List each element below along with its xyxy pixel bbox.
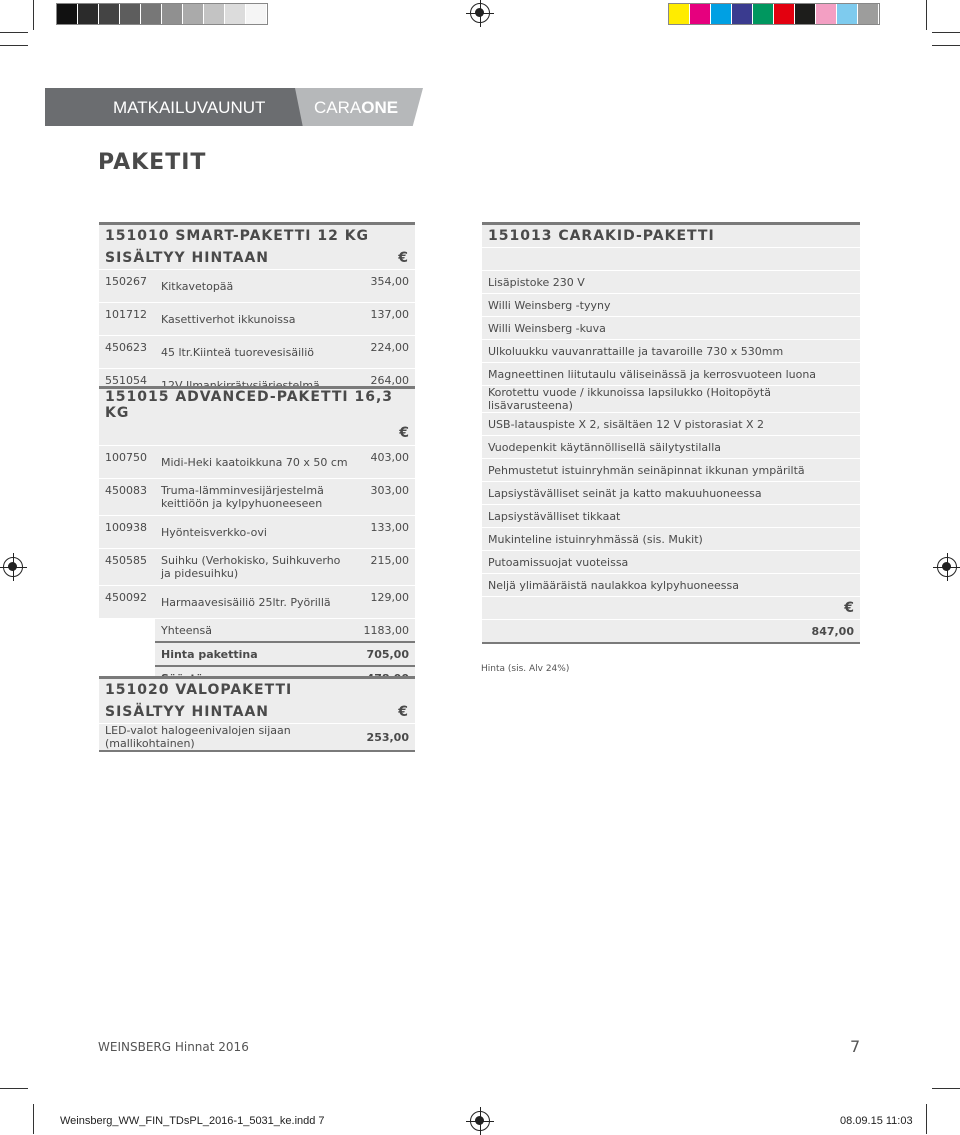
- item-name: Kasettiverhot ikkunoissa: [155, 303, 357, 336]
- package-title: 151010 SMART-PAKETTI 12 KG: [105, 228, 370, 244]
- advanced-rows: [99, 446, 415, 619]
- currency-label: €: [357, 421, 415, 446]
- list-item: [482, 340, 860, 363]
- color-swatch: [858, 4, 879, 24]
- package-title: 151015 ADVANCED-PAKETTI 16,3 KG: [105, 389, 394, 421]
- item-name: Ulkoluukku vauvanrattaille ja tavaroille 730 x 530mm: [482, 340, 860, 363]
- crop-mark: [932, 32, 960, 33]
- color-swatch: [120, 4, 141, 24]
- color-swatch: [225, 4, 246, 24]
- registration-mark-icon: [3, 557, 23, 577]
- color-swatch: [753, 4, 774, 24]
- item-price: 253,00: [361, 724, 415, 752]
- crop-mark: [932, 1088, 960, 1089]
- list-item: [482, 574, 860, 597]
- color-swatch: [246, 4, 267, 24]
- item-name: Mukinteline istuinryhmässä (sis. Mukit): [482, 528, 860, 551]
- item-name: Willi Weinsberg -kuva: [482, 317, 860, 340]
- item-name: Midi-Heki kaatoikkuna 70 x 50 cm: [155, 446, 357, 479]
- list-item: [482, 386, 860, 413]
- item-name: Harmaavesisäiliö 25ltr. Pyörillä: [155, 586, 357, 619]
- item-price: 264,00: [357, 369, 415, 403]
- savings-value: 478,00: [357, 666, 415, 690]
- registration-mark-icon: [470, 1111, 490, 1131]
- valo-package-table: [99, 676, 415, 752]
- item-code: 101712: [99, 303, 155, 336]
- list-item: [482, 436, 860, 459]
- package-title: 151020 VALOPAKETTI: [105, 682, 293, 698]
- advanced-package-table: [99, 386, 415, 691]
- smart-rows: [99, 270, 415, 403]
- item-name: Pehmustetut istuinryhmän seinäpinnat ikkunan ympäriltä: [482, 459, 860, 482]
- color-swatch: [57, 4, 78, 24]
- item-price: 137,00: [357, 303, 415, 336]
- color-swatch: [690, 4, 711, 24]
- list-item: [482, 528, 860, 551]
- list-item: [482, 459, 860, 482]
- footer-brand: WEINSBERG Hinnat 2016: [98, 1040, 249, 1054]
- grayscale-color-bar: [56, 3, 268, 25]
- crop-mark: [33, 1104, 34, 1134]
- crop-mark: [0, 32, 28, 33]
- color-swatch: [204, 4, 225, 24]
- item-name: Kitkavetopää: [155, 270, 357, 303]
- item-price: 215,00: [357, 549, 415, 586]
- item-name: 45 ltr.Kiinteä tuorevesisäiliö: [155, 336, 357, 369]
- list-item: [482, 413, 860, 436]
- slug-filename: Weinsberg_WW_FIN_TDsPL_2016-1_5031_ke.indd 7: [60, 1115, 325, 1127]
- item-name: Lapsiystävälliset seinät ja katto makuuhuoneessa: [482, 482, 860, 505]
- currency-label: €: [357, 247, 415, 270]
- color-swatch: [141, 4, 162, 24]
- process-color-bar: [668, 3, 880, 25]
- list-item: [482, 505, 860, 528]
- item-name: Vuodepenkit käytännöllisellä säilytystilalla: [482, 436, 860, 459]
- list-item: [482, 317, 860, 340]
- item-name: Magneettinen liitutaulu väliseinässä ja kerrosvuoteen luona: [482, 363, 860, 386]
- item-code: 450092: [99, 586, 155, 619]
- table-row: [99, 549, 415, 586]
- item-name: Lapsiystävälliset tikkaat: [482, 505, 860, 528]
- crop-mark: [33, 0, 34, 30]
- color-swatch: [711, 4, 732, 24]
- item-name: Korotettu vuode / ikkunoissa lapsilukko (Hoitopöytä lisävarusteena): [482, 386, 860, 413]
- currency-label: €: [361, 701, 415, 724]
- table-header-row: [99, 224, 415, 248]
- included-label: SISÄLTYY HINTAAN: [99, 247, 357, 270]
- item-price: 129,00: [357, 586, 415, 619]
- carakid-rows: [482, 271, 860, 597]
- item-name: Hyönteisverkko-ovi: [155, 516, 357, 549]
- page-title: PAKETIT: [98, 150, 207, 175]
- table-header-row: [482, 224, 860, 248]
- page-number: 7: [850, 1037, 861, 1056]
- carakid-package-table: [482, 222, 860, 644]
- package-title: 151013 CARAKID-PAKETTI: [482, 224, 860, 248]
- crop-mark: [926, 0, 927, 30]
- item-code: 100750: [99, 446, 155, 479]
- registration-mark-icon: [470, 3, 490, 23]
- spacer-row: [482, 248, 860, 271]
- package-price-value: 847,00: [550, 620, 860, 644]
- item-code: 100938: [99, 516, 155, 549]
- item-code: 150267: [99, 270, 155, 303]
- color-swatch: [162, 4, 183, 24]
- table-subheader-row: [99, 701, 415, 724]
- empty-cell: [99, 642, 155, 666]
- color-swatch: [774, 4, 795, 24]
- crop-mark: [932, 45, 960, 46]
- price-row: [482, 620, 860, 644]
- package-price-row: [99, 642, 415, 666]
- list-item: [482, 271, 860, 294]
- table-row: [99, 724, 415, 752]
- table-row: [99, 479, 415, 516]
- item-price: 303,00: [357, 479, 415, 516]
- color-swatch: [837, 4, 858, 24]
- item-price: 133,00: [357, 516, 415, 549]
- item-name: USB-latauspiste X 2, sisältäen 12 V pistorasiat X 2: [482, 413, 860, 436]
- item-code: 450083: [99, 479, 155, 516]
- item-code: 450623: [99, 336, 155, 369]
- table-row: [99, 270, 415, 303]
- color-swatch: [183, 4, 204, 24]
- slug-date: 08.09.15 11:03: [840, 1115, 913, 1127]
- item-price: 224,00: [357, 336, 415, 369]
- total-row: [99, 619, 415, 643]
- color-swatch: [795, 4, 816, 24]
- included-label: SISÄLTYY HINTAAN: [99, 701, 361, 724]
- crop-mark: [0, 45, 28, 46]
- item-name: Willi Weinsberg -tyyny: [482, 294, 860, 317]
- empty-cell: [482, 620, 550, 644]
- empty-cell: [482, 597, 550, 620]
- currency-label: €: [550, 597, 860, 620]
- total-value: 1183,00: [357, 619, 415, 643]
- registration-mark-icon: [937, 557, 957, 577]
- list-item: [482, 482, 860, 505]
- table-row: [99, 446, 415, 479]
- item-name: LED-valot halogeenivalojen sijaan (mallikohtainen): [99, 724, 361, 752]
- item-code: 551054: [99, 369, 155, 403]
- item-name: Lisäpistoke 230 V: [482, 271, 860, 294]
- list-item: [482, 551, 860, 574]
- item-name: Truma-lämminvesijärjestelmä keittiöön ja kylpyhuoneeseen: [155, 479, 357, 516]
- list-item: [482, 363, 860, 386]
- item-name: Putoamissuojat vuoteissa: [482, 551, 860, 574]
- table-row: [99, 586, 415, 619]
- savings-label: Säästä: [155, 666, 357, 690]
- empty-cell: [99, 619, 155, 643]
- table-row: [99, 303, 415, 336]
- table-header-row: [99, 388, 415, 422]
- item-code: 450585: [99, 549, 155, 586]
- banner-model: CARAONE: [314, 98, 399, 117]
- table-header-row: [99, 678, 415, 702]
- crop-mark: [926, 1104, 927, 1134]
- crop-mark: [0, 1088, 28, 1089]
- table-subheader-row: [99, 421, 415, 446]
- color-swatch: [816, 4, 837, 24]
- vat-note: Hinta (sis. Alv 24%): [481, 664, 570, 674]
- currency-row: [482, 597, 860, 620]
- package-price-value: 705,00: [357, 642, 415, 666]
- smart-package-table: [99, 222, 415, 403]
- table-subheader-row: [99, 247, 415, 270]
- empty-cell: [482, 248, 860, 271]
- color-swatch: [99, 4, 120, 24]
- color-swatch: [78, 4, 99, 24]
- color-swatch: [732, 4, 753, 24]
- item-name: 12V Ilmankirrätysjärjestelmä: [155, 369, 357, 403]
- table-row: [99, 516, 415, 549]
- package-price-label: Hinta pakettina: [155, 642, 357, 666]
- item-price: 403,00: [357, 446, 415, 479]
- table-row: [99, 336, 415, 369]
- item-name: Neljä ylimääräistä naulakkoa kylpyhuoneessa: [482, 574, 860, 597]
- list-item: [482, 294, 860, 317]
- banner-category: MATKAILUVAUNUT: [113, 98, 266, 117]
- item-name: Suihku (Verhokisko, Suihkuverho ja pidesuihku): [155, 549, 357, 586]
- color-swatch: [669, 4, 690, 24]
- total-label: Yhteensä: [155, 619, 357, 643]
- item-price: 354,00: [357, 270, 415, 303]
- empty-cell: [99, 421, 357, 446]
